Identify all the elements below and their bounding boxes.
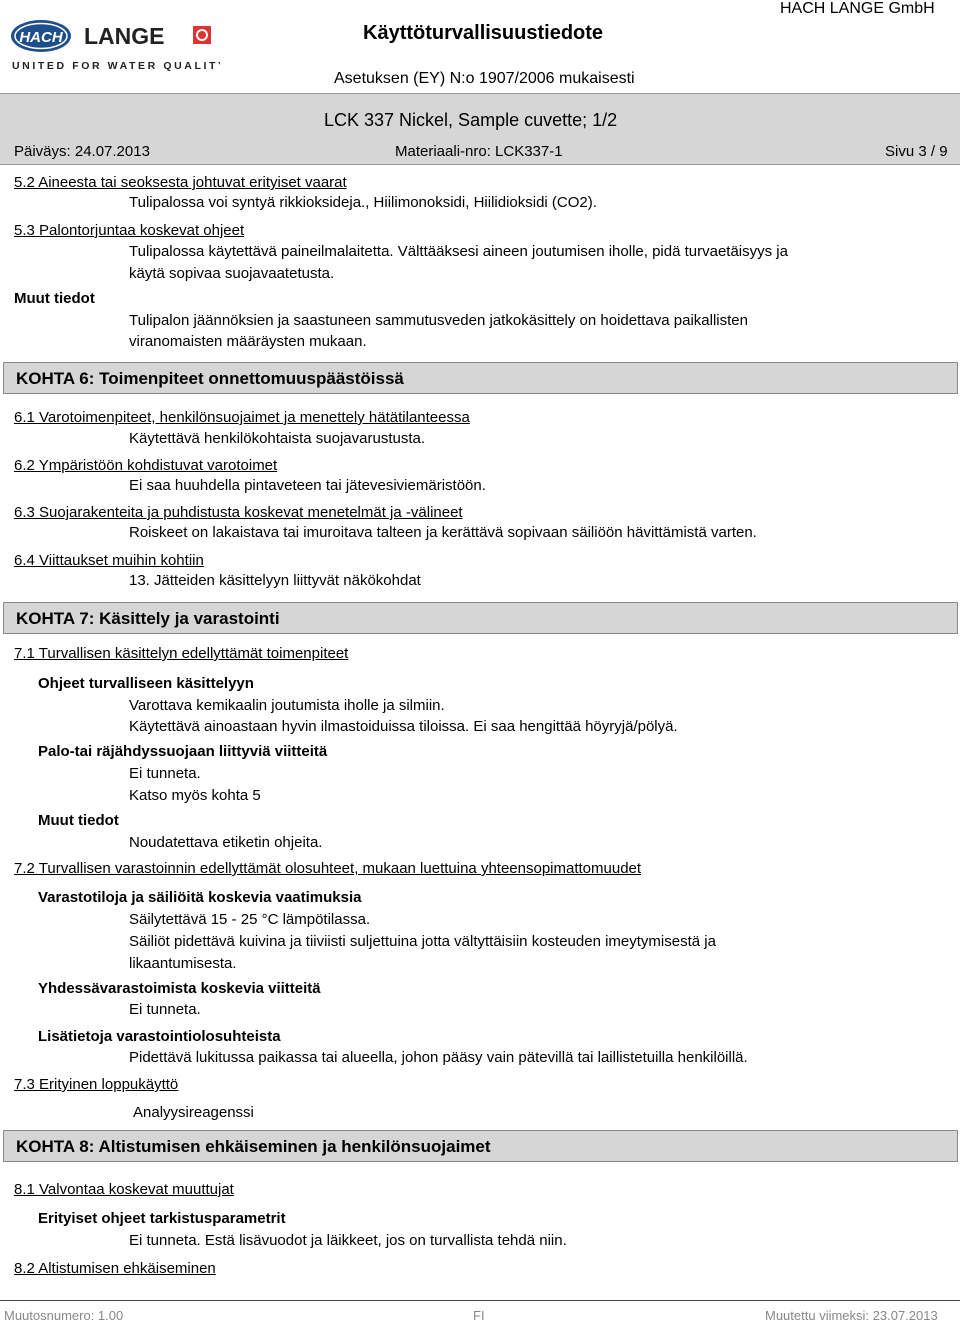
- svg-text:LANGE: LANGE: [84, 23, 165, 49]
- product-name: LCK 337 Nickel, Sample cuvette; 1/2: [324, 110, 618, 130]
- text-fire-explosion-line2: Katso myös kohta 5: [129, 787, 261, 804]
- label-safe-handling: Ohjeet turvalliseen käsittelyyn: [38, 675, 254, 692]
- text-6-3: Roiskeet on lakaistava tai imuroitava talteen ja kerättävä sopivaan säiliöön hävittämistä varten.: [129, 524, 757, 541]
- heading-5-3: 5.3 Palontorjuntaa koskevat ohjeet: [14, 222, 245, 239]
- text-6-1: Käytettävä henkilökohtaista suojavarustusta.: [129, 430, 426, 447]
- text-5-2: Tulipalossa voi syntyä rikkioksideja., Hiilimonoksidi, Hiilidioksidi (CO2).: [129, 194, 597, 211]
- text-storage-additional: Pidettävä lukitussa paikassa tai alueella, johon pääsy vain pätevillä tai laillistetuilla henkilöillä.: [129, 1049, 748, 1066]
- page-number: Sivu 3 / 9: [885, 143, 948, 160]
- label-other-info-5: Muut tiedot: [14, 290, 95, 307]
- text-5-3-line2: käytä sopivaa suojavaatetusta.: [129, 265, 335, 282]
- heading-5-2: 5.2 Aineesta tai seoksesta johtuvat erityiset vaarat: [14, 174, 347, 191]
- text-6-2: Ei saa huuhdella pintaveteen tai jätevesiviemäristöön.: [129, 477, 486, 494]
- section-8-title: KOHTA 8: Altistumisen ehkäiseminen ja henkilönsuojaimet: [16, 1137, 491, 1156]
- heading-6-1: 6.1 Varotoimenpiteet, henkilönsuojaimet ja menettely hätätilanteessa: [14, 409, 470, 426]
- label-joint-storage: Yhdessävarastoimista koskevia viitteitä: [38, 980, 321, 997]
- heading-6-2: 6.2 Ympäristöön kohdistuvat varotoimet: [14, 457, 278, 474]
- last-modified: Muutettu viimeksi: 23.07.2013: [765, 1308, 938, 1323]
- text-6-4: 13. Jätteiden käsittelyyn liittyvät näkökohdat: [129, 572, 421, 589]
- text-other-info-7: Noudatettava etiketin ohjeita.: [129, 834, 323, 851]
- document-title: Käyttöturvallisuustiedote: [363, 22, 604, 44]
- text-other-info-5-line1: Tulipalon jäännöksien ja saastuneen sammutusveden jatkokäsittely on hoidettava paikallisten: [129, 312, 748, 329]
- heading-7-2: 7.2 Turvallisen varastoinnin edellyttämät olosuhteet, mukaan luettuina yhteensopimattomuudet: [14, 860, 642, 877]
- text-safe-handling-line1: Varottava kemikaalin joutumista iholle ja silmiin.: [129, 697, 445, 714]
- text-other-info-5-line2: viranomaisten määräysten mukaan.: [129, 333, 367, 350]
- text-7-3: Analyysireagenssi: [133, 1104, 254, 1121]
- heading-8-1: 8.1 Valvontaa koskevat muuttujat: [14, 1181, 234, 1198]
- section-7-bar: [3, 602, 958, 634]
- footer-divider: [0, 1300, 960, 1301]
- label-control-parameters: Erityiset ohjeet tarkistusparametrit: [38, 1210, 286, 1227]
- heading-7-1: 7.1 Turvallisen käsittelyn edellyttämät toimenpiteet: [14, 645, 349, 662]
- heading-7-3: 7.3 Erityinen loppukäyttö: [14, 1076, 179, 1093]
- material-number: Materiaali-nro: LCK337-1: [395, 143, 563, 160]
- text-joint-storage: Ei tunneta.: [129, 1001, 201, 1018]
- text-storage-line2: Säiliöt pidettävä kuivina ja tiiviisti suljettuina jotta vältyttäisiin kosteuden imeytymisestä ja: [129, 933, 716, 950]
- text-storage-line3: likaantumisesta.: [129, 955, 237, 972]
- language-code: FI: [473, 1308, 485, 1323]
- label-storage-requirements: Varastotiloja ja säiliöitä koskevia vaatimuksia: [38, 889, 362, 906]
- text-5-3-line1: Tulipalossa käytettävä paineilmalaitetta. Välttääksesi aineen joutumisen iholle, pidä turvaetäisyys ja: [129, 243, 788, 260]
- heading-8-2: 8.2 Altistumisen ehkäiseminen: [14, 1260, 216, 1277]
- issue-date: Päiväys: 24.07.2013: [14, 143, 150, 160]
- svg-text:HACH: HACH: [19, 29, 63, 46]
- text-safe-handling-line2: Käytettävä ainoastaan hyvin ilmastoiduissa tiloissa. Ei saa hengittää höyryjä/pölyä.: [129, 718, 678, 735]
- section-7-title: KOHTA 7: Käsittely ja varastointi: [16, 609, 280, 628]
- text-fire-explosion-line1: Ei tunneta.: [129, 765, 201, 782]
- label-other-info-7: Muut tiedot: [38, 812, 119, 829]
- section-6-title: KOHTA 6: Toimenpiteet onnettomuuspäästöissä: [16, 369, 404, 388]
- hach-lange-logo: [10, 16, 220, 76]
- text-storage-line1: Säilytettävä 15 - 25 °C lämpötilassa.: [129, 911, 371, 928]
- svg-text:UNITED FOR WATER QUALITY: UNITED FOR WATER QUALITY: [12, 60, 220, 72]
- regulation-text: Asetuksen (EY) N:o 1907/2006 mukaisesti: [334, 70, 635, 87]
- heading-6-4: 6.4 Viittaukset muihin kohtiin: [14, 552, 204, 569]
- section-6-bar: [3, 362, 958, 394]
- company-name: HACH LANGE GmbH: [780, 0, 935, 17]
- label-storage-additional: Lisätietoja varastointiolosuhteista: [38, 1028, 281, 1045]
- text-control-parameters: Ei tunneta. Estä lisävuodot ja läikkeet, jos on turvallista tehdä niin.: [129, 1232, 567, 1249]
- label-fire-explosion: Palo-tai räjähdyssuojaan liittyviä viitteitä: [38, 743, 328, 760]
- section-8-bar: [3, 1130, 958, 1162]
- heading-6-3: 6.3 Suojarakenteita ja puhdistusta koskevat menetelmät ja -välineet: [14, 504, 463, 521]
- revision-number: Muutosnumero: 1.00: [4, 1308, 124, 1323]
